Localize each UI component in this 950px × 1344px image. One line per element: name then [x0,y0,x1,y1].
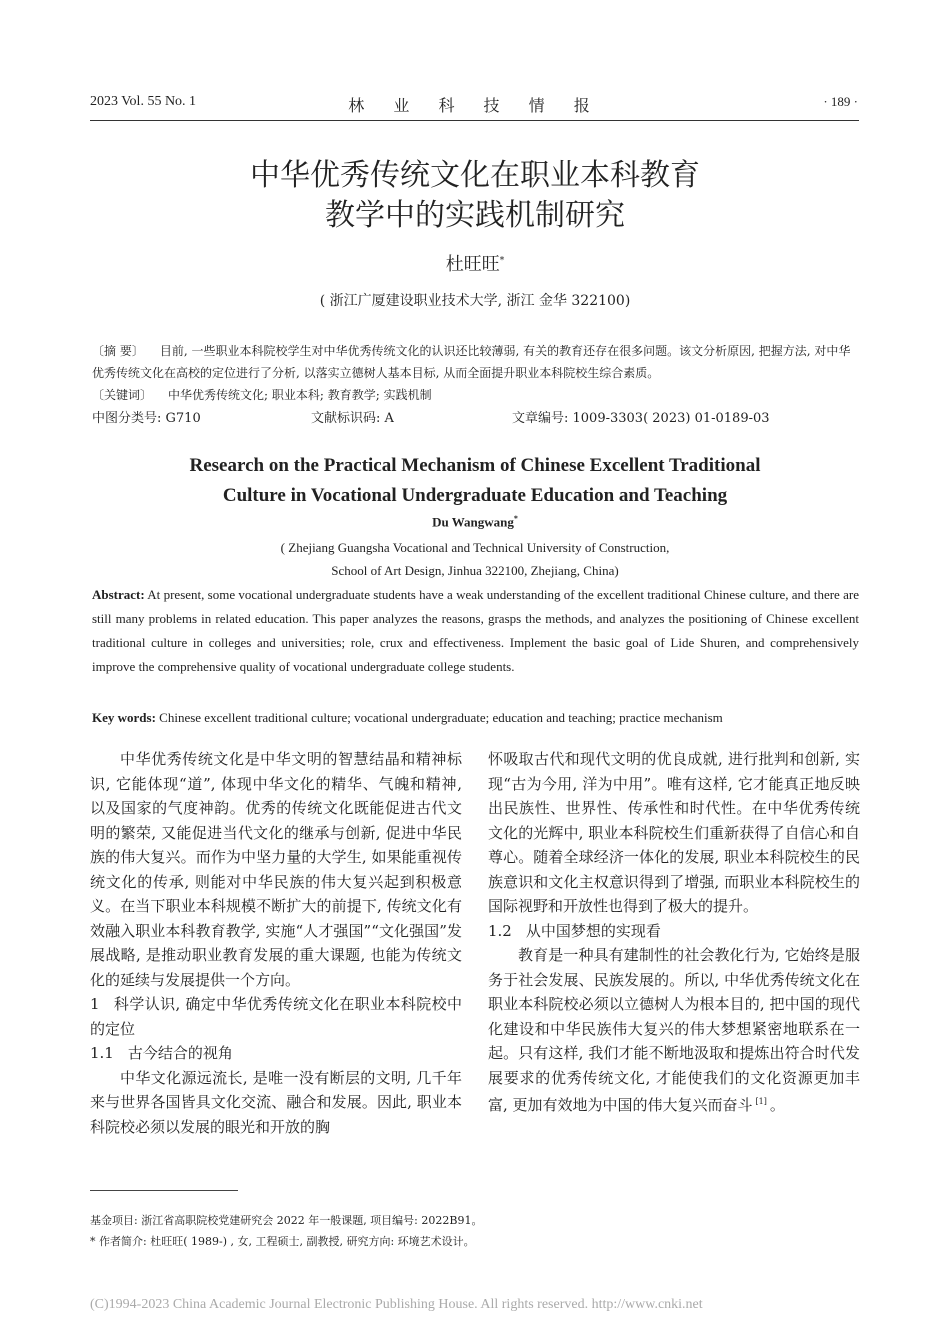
body-text-end: 。 [769,1096,785,1114]
title-en-line-1: Research on the Practical Mechanism of Chinese Excellent Traditional [189,455,761,476]
body-right-column [488,747,860,1118]
funding-footnote: 基金项目: 浙江省高职院校党建研究会 2022 年一般课题, 项目编号: 2022B91。 [90,1214,483,1227]
abstract-zh-text: 目前, 一些职业本科院校学生对中华优秀传统文化的认识还比较薄弱, 有关的教育还存在很多问题。该文分析原因, 把握方法, 对中华优秀传统文化在高校的定位进行了分析, 以落实立德树人基本目标, 从而全面提升职业本科院校生综合素质。 [92,344,851,380]
author-en [0,514,950,530]
body-paragraph [488,943,860,1118]
title-zh-line-2: 教学中的实践机制研究 [325,198,625,233]
body-paragraph: 中华文化源远流长, 是唯一没有断层的文明, 几千年来与世界各国皆具文化交流、融合和发展。因此, 职业本科院校必须以发展的眼光和开放的胸 [90,1068,462,1136]
keywords-zh-label: 〔关键词〕 [92,388,153,402]
document-code: 文献标识码: A [311,411,394,426]
abstract-en-label: Abstract: [92,587,145,602]
page-number: · 189 · [823,94,858,109]
abstract-zh [92,340,862,384]
author-en-mark: * [513,514,518,523]
subsection-number: 1.2 [488,921,512,940]
copyright-watermark: (C)1994-2023 China Academic Journal Electronic Publishing House. All rights reserved. http://www.cnki.net [90,1297,703,1312]
author-footnote: * 作者简介: 杜旺旺( 1989-) , 女, 工程硕士, 副教授, 研究方向: 环境艺术设计。 [90,1235,475,1248]
body-text: 教育是一种具有建制性的社会教化行为, 它始终是服务于社会发展、民族发展的。所以, 中华优秀传统文化在职业本科院校必须以立德树人为根本目的, 把中国的现代化建设和中华民族伟大复兴的伟大梦想紧密地联系在一起。只有这样, 我们才能不断地汲取和提炼出符合时代发展要求的优秀传统文化, 才能使我们的文化资源更加丰富, 更加有效地为中国的伟大复兴而奋斗 [488,946,860,1114]
keywords-zh [92,384,862,406]
author-zh [0,250,950,276]
header-divider [90,120,859,121]
journal-volume: 2023 Vol. 55 No. 1 [90,94,197,109]
section-heading-1 [90,992,462,1041]
body-left-column [90,747,462,1139]
title-zh-line-1: 中华优秀传统文化在职业本科教育 [250,158,700,193]
abstract-zh-label: 〔摘 要〕 [92,344,144,358]
footnote-divider [90,1190,238,1191]
subsection-heading-1-1 [90,1041,462,1066]
abstract-en [92,583,859,679]
journal-name: 林 业 科 技 情 报 [348,96,602,115]
title-en-line-2: Culture in Vocational Undergraduate Education and Teaching [222,485,728,506]
keywords-en-text: Chinese excellent traditional culture; vocational undergraduate; education and teaching; practice mechanism [155,710,723,725]
section-title: 科学认识, 确定中华优秀传统文化在职业本科院校中的定位 [90,995,462,1038]
author-zh-name: 杜旺旺 [445,254,500,275]
body-paragraph: 中华优秀传统文化是中华文明的智慧结晶和精神标识, 它能体现“道”, 体现中华文化的精华、气魄和精神, 以及国家的气度神韵。优秀的传统文化既能促进古代文明的繁荣, 又能促进当代文化的继承与创新, 促进中华民族的伟大复兴。而作为中坚力量的大学生, 如果能重视传统文化的传承, 则能对中华民族的伟大复兴起到积极意义。在当下职业本科规模不断扩大的前提下, 传统文化有效融入职业本科教育教学, 实施“人才强国”“文化强国”发展战略, 是推动职业教育发展的重大课题, 也能为传统文化的延续与发展提供一个方向。 [90,750,462,989]
keywords-zh-text: 中华优秀传统文化; 职业本科; 教育教学; 实践机制 [168,388,432,402]
keywords-en-label: Key words: [92,710,156,725]
affiliation-en-line-1: ( Zhejiang Guangsha Vocational and Technical University of Construction, [280,540,670,555]
article-number: 文章编号: 1009-3303( 2023) 01-0189-03 [512,411,770,426]
keywords-en [92,706,859,729]
author-zh-mark: * [499,256,505,266]
affiliation-zh: ( 浙江广厦建设职业技术大学, 浙江 金华 322100) [319,293,631,309]
section-number: 1 [90,995,100,1013]
subsection-heading-1-2 [488,919,860,944]
subsection-title: 从中国梦想的实现看 [525,921,661,940]
subsection-title: 古今结合的视角 [127,1044,233,1062]
affiliation-en-line-2: School of Art Design, Jinhua 322100, Zhejiang, China) [331,563,619,578]
abstract-en-text: At present, some vocational undergraduate students have a weak understanding of the excellent traditional Chinese culture, and there are still many problems in related education. This paper analyzes the reasons, grasps the methods, and analyzes the positioning of Chinese excellent traditional culture in colleges and universities; role, crux and effectiveness. Implement the basic goal of Lide Shuren, and comprehensively improve the comprehensive quality of vocational undergraduate college students. [92,587,859,674]
author-en-name: Du Wangwang [432,514,514,530]
body-paragraph: 怀吸取古代和现代文明的优良成就, 进行批判和创新, 实现“古为今用, 洋为中用”。唯有这样, 它才能真正地反映出民族性、世界性、传承性和时代性。在中华优秀传统文化的光辉中, 职业本科院校生们重新获得了自信心和自尊心。随着全球经济一体化的发展, 职业本科院校生的民族意识和文化主权意识得到了增强, 而职业本科院校生的国际视野和开放性也得到了极大的提升。 [488,750,860,915]
subsection-number: 1.1 [90,1044,114,1062]
clc-number: 中图分类号: G710 [92,411,201,426]
citation-marker[interactable]: [1] [755,1097,767,1106]
